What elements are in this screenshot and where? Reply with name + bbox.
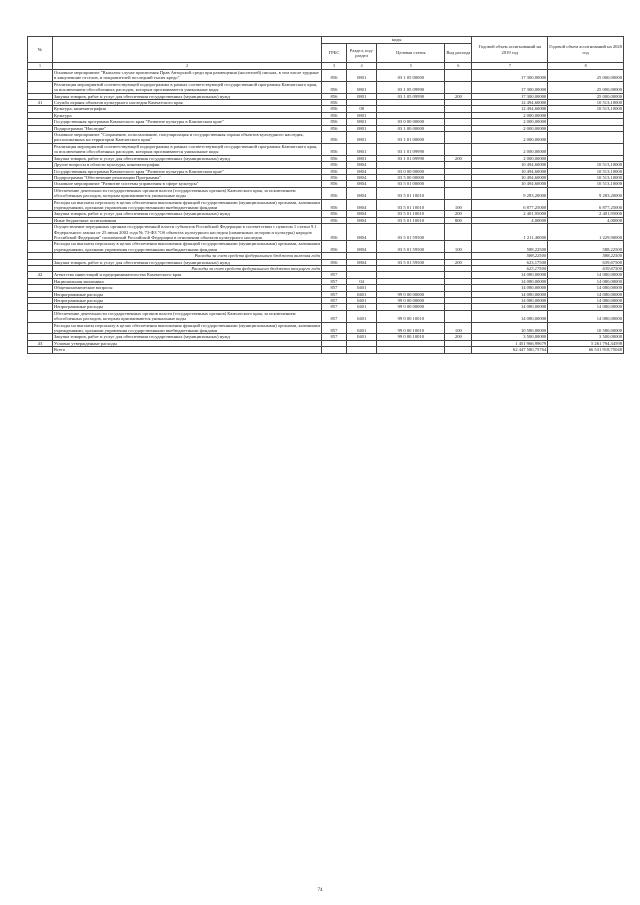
row-razdel: 0801	[346, 112, 377, 118]
header-codes-group: коды	[322, 37, 472, 44]
row-amount-2020: 10 513,10000	[548, 100, 624, 106]
row-expense-type	[445, 347, 472, 353]
header-year-2019: Годовой объем ассигнований на 2019 год	[472, 37, 548, 63]
row-amount-2019: 17 300,00000	[472, 93, 548, 99]
row-target-article: 03 1 05 09990	[377, 81, 445, 93]
row-name: Основное мероприятие "Выплаты случае присвоения Прав Авторской среди при размещения (носителей) письма, в том числе трудные и кинулевшие отселов, и покровителей последний тысяч кредо"	[52, 70, 321, 82]
table-row	[28, 347, 624, 353]
row-target-article: 99 0 00 10010	[377, 322, 445, 334]
row-amount-2019: 17 300,00000	[472, 70, 548, 82]
row-amount-2019: 4,00000	[472, 217, 548, 223]
row-number: 42	[28, 272, 53, 278]
row-name: Условно утвержденные расходы	[52, 340, 321, 346]
row-amount-2020: 639,67500	[548, 266, 624, 272]
row-razdel: 0804	[346, 168, 377, 174]
row-expense-type	[445, 143, 472, 155]
row-number	[28, 199, 53, 211]
row-target-article	[377, 347, 445, 353]
row-grbs: 857	[322, 298, 347, 304]
row-grbs: 857	[322, 272, 347, 278]
table-row	[28, 143, 624, 155]
row-amount-2020: 588,22500	[548, 253, 624, 259]
row-amount-2019: 1 211,40000	[472, 224, 548, 241]
row-name: Подпрограмма "Обеспечение реализации Программы"	[52, 174, 321, 180]
row-target-article: 03 0 00 00000	[377, 119, 445, 125]
row-grbs: 856	[322, 155, 347, 161]
row-grbs: 856	[322, 199, 347, 211]
row-name: Непрограммные расходы	[52, 298, 321, 304]
row-name: Реализация мероприятий соответствующей подпрограммы в рамках соответствующей государственной программы Камчатского края, за исключением обособленных расходов, которым присваиваются уникальные коды	[52, 143, 321, 155]
row-amount-2020: 25 000,00000	[548, 70, 624, 82]
row-amount-2020: 14 080,00000	[548, 291, 624, 297]
budget-document	[27, 36, 624, 354]
row-grbs: 857	[322, 285, 347, 291]
row-target-article: 03 5 01 10010	[377, 217, 445, 223]
row-target-article: 03 1 01 00000	[377, 132, 445, 144]
row-target-article: 99 0 00 00000	[377, 298, 445, 304]
row-name: Закупка товаров, работ и услуг для обеспечения государственных (муниципальных) нужд	[52, 334, 321, 340]
row-amount-2020: 10 513,10000	[548, 174, 624, 180]
row-razdel: 0804	[346, 224, 377, 241]
row-number: 41	[28, 100, 53, 106]
row-grbs: 856	[322, 93, 347, 99]
row-target-article: 03 5 01 10010	[377, 187, 445, 199]
row-amount-2020: 639,67500	[548, 259, 624, 265]
row-grbs: 856	[322, 70, 347, 82]
row-amount-2020: 2 401,95000	[548, 211, 624, 217]
row-target-article: 03 5 00 00000	[377, 174, 445, 180]
row-number	[28, 241, 53, 253]
row-number	[28, 322, 53, 334]
row-amount-2019: 2 000,00000	[472, 132, 548, 144]
row-target-article: 99 0 00 00000	[377, 291, 445, 297]
row-expense-type: 100	[445, 241, 472, 253]
row-amount-2020: 6 877,25000	[548, 199, 624, 211]
row-name: Обеспечение деятельности государственных органов власти (государственных органов) Камчатского края, за исключением обособленных расходов, которым присваиваются уникальные коды	[52, 310, 321, 322]
row-number: 43	[28, 340, 53, 346]
row-amount-2019: 12 494,60000	[472, 100, 548, 106]
column-number: 3	[322, 63, 347, 70]
row-amount-2019: 12 494,60000	[472, 106, 548, 112]
row-number	[28, 81, 53, 93]
row-amount-2019: 14 080,00000	[472, 298, 548, 304]
table-row	[28, 322, 624, 334]
row-grbs: 857	[322, 291, 347, 297]
row-grbs: 856	[322, 217, 347, 223]
row-amount-2020: 10 513,10000	[548, 162, 624, 168]
row-amount-2019: 3 500,00000	[472, 334, 548, 340]
row-razdel: 0804	[346, 217, 377, 223]
row-amount-2020: 9 283,20000	[548, 187, 624, 199]
row-expense-type: 200	[445, 155, 472, 161]
row-amount-2019: 10 494,60000	[472, 168, 548, 174]
row-number	[28, 143, 53, 155]
row-amount-2020: 14 080,00000	[548, 272, 624, 278]
row-number	[28, 187, 53, 199]
row-amount-2019: 9 283,20000	[472, 187, 548, 199]
row-number	[28, 132, 53, 144]
row-name: Осуществление переданных органам государственной власти субъектов Российской Федерации в соответствии с пунктом 1 статьи 9.1 Федерального закона от 25 июня 2002 года № 73-ФЗ "Об объектах культурного наследия (памятниках истории и культуры) народов Российской Федерации" полномочий Российской Федерации в отношении объектов культурного наследия	[52, 224, 321, 241]
table-row	[28, 70, 624, 82]
row-target-article: 99 0 00 10010	[377, 334, 445, 340]
row-amount-2019: 14 080,00000	[472, 310, 548, 322]
row-razdel: 0804	[346, 187, 377, 199]
row-grbs: 856	[322, 224, 347, 241]
row-amount-2020: 14 080,00000	[548, 285, 624, 291]
row-expense-type	[445, 310, 472, 322]
row-grbs: 856	[322, 259, 347, 265]
row-name: Расходы на выплаты персоналу в целях обеспечения выполнения функций государственными (муниципальными) органами, казенными учреждениями, органами управления государственными внебюджетными фондами	[53, 322, 320, 334]
row-name: Расходы за счет средств федерального бюджета включая года	[52, 253, 321, 259]
column-number: 5	[377, 63, 445, 70]
header-name	[52, 37, 321, 63]
column-number: 8	[548, 63, 624, 70]
row-amount-2019: 2 000,00000	[472, 112, 548, 118]
row-amount-2019: 17 300,00000	[472, 81, 548, 93]
row-grbs: 856	[322, 211, 347, 217]
row-name: Закупка товаров, работ и услуг для обеспечения государственных (муниципальных) нужд	[52, 259, 321, 265]
row-expense-type: 100	[445, 199, 472, 211]
row-amount-2019: 623,17500	[472, 259, 548, 265]
row-amount-2020: 25 000,00000	[548, 93, 624, 99]
header-year-2020: Годовой объем ассигнований на 2020 год	[548, 37, 624, 63]
row-amount-2019: 14 080,00000	[472, 291, 548, 297]
row-amount-2020: 588,22500	[548, 241, 624, 253]
row-amount-2019: 2 000,00000	[472, 155, 548, 161]
header-grbs: ГРБС	[322, 44, 347, 63]
row-razdel: 0401	[346, 285, 377, 291]
row-grbs: 856	[322, 143, 347, 155]
row-grbs: 856	[322, 241, 347, 253]
row-number	[28, 347, 53, 353]
table-row	[28, 241, 624, 253]
header-column-numbers	[28, 63, 624, 70]
row-name: Государственная программа Камчатского края "Развитие культуры в Камчатском крае"	[52, 168, 321, 174]
row-expense-type: 200	[445, 211, 472, 217]
row-amount-2019: 2 000,00000	[472, 125, 548, 131]
row-name: Расходы на выплаты персоналу в целях обеспечения выполнения функций государственными (муниципальными) органами, казенными учреждениями, органами управления государственными внебюджетными фондами	[53, 241, 320, 252]
row-razdel: 0401	[346, 291, 377, 297]
row-grbs: 856	[322, 162, 347, 168]
row-target-article: 03 1 01 09990	[377, 143, 445, 155]
table-header	[28, 37, 624, 70]
row-razdel: 0804	[346, 162, 377, 168]
row-target-article: 03 5 01 10010	[377, 199, 445, 211]
row-grbs: 857	[322, 278, 347, 284]
row-grbs: 856	[322, 100, 347, 106]
row-amount-2020: 14 080,00000	[548, 298, 624, 304]
row-grbs: 857	[322, 322, 347, 334]
row-expense-type: 200	[445, 259, 472, 265]
row-amount-2020: 10 513,10000	[548, 106, 624, 112]
row-expense-type	[445, 187, 472, 199]
row-amount-2019: 623,17500	[472, 266, 548, 272]
row-amount-2019: 2 401,95000	[472, 211, 548, 217]
column-number: 1	[28, 63, 53, 70]
row-name: Культура, кинематография	[52, 106, 321, 112]
row-grbs: 857	[322, 334, 347, 340]
row-name: Иные бюджетные ассигнования	[52, 217, 321, 223]
row-razdel: 0804	[346, 241, 377, 253]
row-amount-2019: 6 877,25000	[472, 199, 548, 211]
row-expense-type: 200	[445, 334, 472, 340]
row-target-article: 03 0 00 00000	[377, 168, 445, 174]
row-amount-2020: 10 580,00000	[548, 322, 624, 334]
row-razdel: 0801	[346, 119, 377, 125]
row-name: Реализация мероприятий соответствующей подпрограммы в рамках соответствующей государственной программы Камчатского края, за исключением обособленных расходов, которым присваиваются уникальные коды	[52, 81, 321, 93]
table-row	[28, 199, 624, 211]
row-amount-2019: 14 080,00000	[472, 285, 548, 291]
row-expense-type	[445, 132, 472, 144]
row-expense-type: 100	[445, 322, 472, 334]
row-razdel: 0801	[346, 143, 377, 155]
row-name: Служба охраны объектов культурного наследия Камчатского края	[52, 100, 321, 106]
row-grbs: 856	[322, 112, 347, 118]
row-grbs: 856	[322, 125, 347, 131]
row-grbs: 857	[322, 304, 347, 310]
row-grbs: 856	[322, 168, 347, 174]
row-target-article: 03 5 01 59500	[377, 224, 445, 241]
header-target-article: Целевая статья	[377, 44, 445, 63]
row-razdel: 0804	[346, 211, 377, 217]
column-number: 2	[52, 63, 321, 70]
row-expense-type	[445, 224, 472, 241]
row-name: Обеспечение деятельности государственных органов власти (государственных органов) Камчатского края, за исключением обособленных расходов, которым присваиваются уникальные коды	[52, 187, 321, 199]
row-target-article: 03 5 01 10010	[377, 211, 445, 217]
row-razdel: 0401	[346, 334, 377, 340]
row-name: Всего	[52, 347, 321, 353]
row-amount-2019: 14 080,00000	[472, 278, 548, 284]
row-target-article: 03 5 01 00000	[377, 181, 445, 187]
row-amount-2019: 10 494,60000	[472, 174, 548, 180]
row-amount-2019: 14 080,00000	[472, 304, 548, 310]
row-amount-2020: 25 000,00000	[548, 81, 624, 93]
column-number: 6	[445, 63, 472, 70]
budget-table	[27, 36, 624, 354]
row-expense-type: 200	[445, 93, 472, 99]
row-razdel: 04	[346, 278, 377, 284]
row-razdel: 0801	[346, 93, 377, 99]
row-grbs: 856	[322, 187, 347, 199]
row-amount-2020: 66 531 918,75048	[548, 347, 624, 353]
row-amount-2019: 62 447 580,75764	[472, 347, 548, 353]
row-grbs	[322, 347, 347, 353]
row-name: Непрограммные расходы	[52, 304, 321, 310]
row-name: Другие вопросы в области культуры, кинематографии	[52, 162, 321, 168]
row-target-article: 99 0 00 00000	[377, 304, 445, 310]
row-amount-2020: 10 513,10000	[548, 168, 624, 174]
row-razdel: 08	[346, 106, 377, 112]
row-razdel: 0801	[346, 70, 377, 82]
row-target-article: 03 1 05 09990	[377, 93, 445, 99]
row-name: Расходы на выплаты персоналу в целях обеспечения выполнения функций государственными (муниципальными) органами, казенными учреждениями, органами управления государственными внебюджетными фондами	[53, 199, 320, 210]
row-razdel: 0401	[346, 322, 377, 334]
row-amount-2020	[548, 143, 624, 155]
row-grbs: 856	[322, 132, 347, 144]
row-amount-2020: 14 080,00000	[548, 310, 624, 322]
row-razdel: 0801	[346, 132, 377, 144]
row-amount-2020: 14 080,00000	[548, 304, 624, 310]
page-number: 74	[317, 888, 323, 893]
row-name: Общеэкономические вопросы	[52, 285, 321, 291]
row-target-article: 03 5 01 59500	[377, 259, 445, 265]
row-number	[28, 224, 53, 241]
row-target-article: 03 5 01 59500	[377, 241, 445, 253]
row-target-article: 03 1 00 00000	[377, 125, 445, 131]
row-amount-2020: 1 229,90000	[548, 224, 624, 241]
row-target-article: 03 1 01 09990	[377, 155, 445, 161]
row-name: Закупка товаров, работ и услуг для обеспечения государственных (муниципальных) нужд	[52, 93, 321, 99]
row-razdel: 0401	[346, 310, 377, 322]
table-body	[28, 70, 624, 354]
table-row	[28, 310, 624, 322]
row-amount-2020: 5 261 794,34598	[548, 340, 624, 346]
row-grbs: 856	[322, 106, 347, 112]
row-expense-type: 800	[445, 217, 472, 223]
row-name: Агентство инвестиций и предпринимательства Камчатского края	[52, 272, 321, 278]
row-grbs: 856	[322, 81, 347, 93]
row-razdel: 0804	[346, 199, 377, 211]
row-razdel: 0804	[346, 259, 377, 265]
row-grbs: 857	[322, 310, 347, 322]
row-razdel	[346, 347, 377, 353]
row-name: Расходы за счет средств федерального бюджета текущего года	[52, 266, 321, 272]
table-row	[28, 224, 624, 241]
row-name: Подпрограмма "Наследие"	[52, 125, 321, 131]
row-name: Закупка товаров, работ и услуг для обеспечения государственных (муниципальных) нужд	[52, 155, 321, 161]
header-razdel: Раздел, под-раздел	[346, 44, 377, 63]
row-number	[28, 310, 53, 322]
row-amount-2019: 10 494,60000	[472, 181, 548, 187]
row-target-article: 99 0 00 10010	[377, 310, 445, 322]
row-name: Непрограммные расходы	[52, 291, 321, 297]
row-name: Основное мероприятие "Сохранение, использование, популяризация и государственная охрана объектов культурного наследия, расположенных на территории Камчатского края"	[52, 132, 321, 144]
row-number	[28, 70, 53, 82]
row-grbs: 856	[322, 174, 347, 180]
row-name: Культура	[52, 112, 321, 118]
row-amount-2019: 588,22500	[472, 253, 548, 259]
row-razdel: 0801	[346, 125, 377, 131]
row-razdel: 0804	[346, 181, 377, 187]
row-name: Государственная программа Камчатского края "Развитие культуры в Камчатском крае"	[52, 119, 321, 125]
row-amount-2019: 10 494,60000	[472, 162, 548, 168]
row-amount-2020: 3 500,00000	[548, 334, 624, 340]
header-no: №	[28, 37, 53, 63]
column-number: 7	[472, 63, 548, 70]
row-razdel: 0801	[346, 81, 377, 93]
row-razdel: 0801	[346, 155, 377, 161]
row-amount-2019: 14 080,00000	[472, 272, 548, 278]
row-name: Национальная экономика	[52, 278, 321, 284]
row-grbs: 856	[322, 119, 347, 125]
row-grbs: 856	[322, 181, 347, 187]
row-amount-2020: 4,00000	[548, 217, 624, 223]
row-amount-2020: 14 080,00000	[548, 278, 624, 284]
row-razdel: 0401	[346, 298, 377, 304]
row-amount-2019: 2 000,00000	[472, 119, 548, 125]
row-amount-2019: 588,22500	[472, 241, 548, 253]
column-number: 4	[346, 63, 377, 70]
row-amount-2019: 2 000,00000	[472, 143, 548, 155]
table-row	[28, 132, 624, 144]
row-razdel: 0401	[346, 304, 377, 310]
row-name: Основное мероприятие "Развитие системы управления в сфере культуры"	[52, 181, 321, 187]
row-razdel: 0804	[346, 174, 377, 180]
row-amount-2019: 10 580,00000	[472, 322, 548, 334]
row-name: Закупка товаров, работ и услуг для обеспечения государственных (муниципальных) нужд	[52, 211, 321, 217]
table-row	[28, 187, 624, 199]
row-expense-type	[445, 81, 472, 93]
row-amount-2019: 1 451 966,99679	[472, 340, 548, 346]
table-row	[28, 81, 624, 93]
row-expense-type	[445, 70, 472, 82]
row-target-article: 03 1 05 00000	[377, 70, 445, 82]
header-expense-type: Вид расхода	[445, 44, 472, 63]
row-amount-2020	[548, 132, 624, 144]
row-amount-2020: 10 513,10000	[548, 181, 624, 187]
